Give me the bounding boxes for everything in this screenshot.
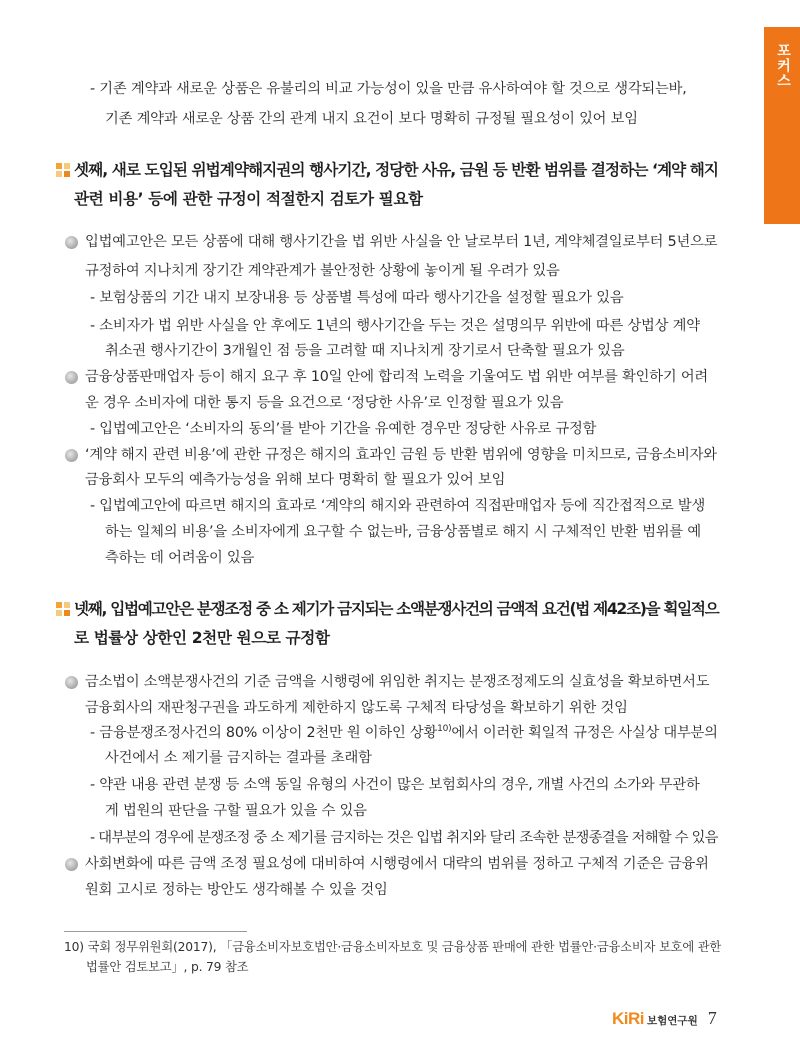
body-text-line: - 약관 내용 관련 분쟁 등 소액 동일 유형의 사건이 많은 보험회사의 경우, 개별 사건의 소가와 무관하 xyxy=(90,777,700,793)
bullet-circle-icon xyxy=(65,371,78,384)
body-text-line: - 기존 계약과 새로운 상품은 유불리의 비교 가능성이 있을 만큼 유사하여야 할 것으로 생각되는바, xyxy=(90,81,687,97)
footnote-line-2: 법률안 검토보고」, p. 79 참조 xyxy=(86,960,249,974)
footnote-line-1: 10) 국회 정무위원회(2017), 「금융소비자보호법안·금융소비자보호 및 금융상품 판매에 관한 법률안·금융소비자 보호에 관한 xyxy=(64,940,722,954)
heading-square-icon xyxy=(56,602,70,616)
section-heading-line: 관련 비용’ 등에 관한 규정이 적절한지 검토가 필요함 xyxy=(74,190,423,208)
footnote-divider xyxy=(64,931,247,932)
body-text-line: 게 법원의 판단을 구할 필요가 있을 수 있음 xyxy=(105,803,367,819)
body-text-line: 원회 고시로 정하는 방안도 생각해볼 수 있을 것임 xyxy=(85,882,388,898)
page-number: 7 xyxy=(707,1008,717,1028)
section-tab-label: 포커스 xyxy=(775,43,791,88)
body-text-line: 금융회사 모두의 예측가능성을 위해 보다 명확히 할 필요가 있어 보임 xyxy=(85,472,506,488)
body-text-line: - 대부분의 경우에 분쟁조정 중 소 제기를 금지하는 것은 입법 취지와 달리 조속한 분쟁종결을 저해할 수 있음 xyxy=(90,830,718,846)
bullet-circle-icon xyxy=(65,449,78,462)
bullet-circle-icon xyxy=(65,676,78,689)
body-text-line: - 보험상품의 기간 내지 보장내용 등 상품별 특성에 따라 행사기간을 설정할 필요가 있음 xyxy=(90,290,624,306)
section-heading-line: 넷째, 입법예고안은 분쟁조정 중 소 제기가 금지되는 소액분쟁사건의 금액적 요건(법 제42조)을 획일적으 xyxy=(74,600,719,618)
body-text-line: 입법예고안은 모든 상품에 대해 행사기간을 법 위반 사실을 안 날로부터 1년, 계약체결일로부터 5년으로 xyxy=(85,234,718,250)
body-text-line: - 금융분쟁조정사건의 80% 이상이 2천만 원 이하인 상황$^{10)}$에서 이러한 획일적 규정은 사실상 대부분의 xyxy=(90,724,718,741)
body-text-line: - 입법예고안은 ‘소비자의 동의’를 받아 기간을 유예한 경우만 정당한 사유로 규정함 xyxy=(90,421,597,437)
body-text-line: ‘계약 해지 관련 비용’에 관한 규정은 해지의 효과인 금원 등 반환 범위에 영향을 미치므로, 금융소비자와 xyxy=(85,447,717,463)
body-text-line: - 소비자가 법 위반 사실을 안 후에도 1년의 행사기간을 두는 것은 설명의무 위반에 따른 상법상 계약 xyxy=(90,318,700,334)
section-tab xyxy=(764,27,800,224)
body-text-line: 하는 일체의 비용’을 소비자에게 요구할 수 없는바, 금융상품별로 해지 시 구체적인 반환 범위를 예 xyxy=(105,524,701,540)
body-text-line: 금융회사의 재판청구권을 과도하게 제한하지 않도록 구체적 타당성을 확보하기 위한 것임 xyxy=(85,700,628,716)
section-heading-line: 셋째, 새로 도입된 위법계약해지권의 행사기간, 정당한 사유, 금원 등 반환 범위를 결정하는 ‘계약 해지 xyxy=(74,161,719,179)
body-text-line: 사회변화에 따른 금액 조정 필요성에 대비하여 시행령에서 대략의 범위를 정하고 구체적 기준은 금융위 xyxy=(85,856,709,872)
body-text-line: 사건에서 소 제기를 금지하는 결과를 초래함 xyxy=(105,750,372,766)
kiri-logo: KiRi xyxy=(612,1009,644,1028)
bullet-circle-icon xyxy=(65,858,78,871)
body-text-line: 금소법이 소액분쟁사건의 기준 금액을 시행령에 위임한 취지는 분쟁조정제도의 실효성을 확보하면서도 xyxy=(85,674,710,690)
body-text-line: 측하는 데 어려움이 있음 xyxy=(105,550,255,566)
body-text-line: 취소권 행사기간이 3개월인 점 등을 고려할 때 지나치게 장기로서 단축할 필요가 있음 xyxy=(105,343,625,359)
body-text-line: 규정하여 지나치게 장기간 계약관계가 불안정한 상황에 놓이게 될 우려가 있음 xyxy=(85,263,560,279)
body-text-line: 운 경우 소비자에 대한 통지 등을 요건으로 ‘정당한 사유’로 인정할 필요가 있음 xyxy=(85,395,564,411)
org-name: 보험연구원 xyxy=(647,1015,698,1027)
section-heading-line: 로 법률상 상한인 2천만 원으로 규정함 xyxy=(74,629,330,647)
page-footer xyxy=(612,1008,717,1032)
footnote-reference: 10) xyxy=(437,724,452,735)
body-text-line: 금융상품판매업자 등이 해지 요구 후 10일 안에 합리적 노력을 기울여도 법 위반 여부를 확인하기 어려 xyxy=(85,369,709,385)
body-text-line: 기존 계약과 새로운 상품 간의 관계 내지 요건이 보다 명확히 규정될 필요성이 있어 보임 xyxy=(105,111,638,127)
body-text-line: - 입법예고안에 따르면 해지의 효과로 ‘계약의 해지와 관련하여 직접판매업자 등에 직간접적으로 발생 xyxy=(90,498,706,514)
bullet-circle-icon xyxy=(65,236,78,249)
heading-square-icon xyxy=(56,163,70,177)
